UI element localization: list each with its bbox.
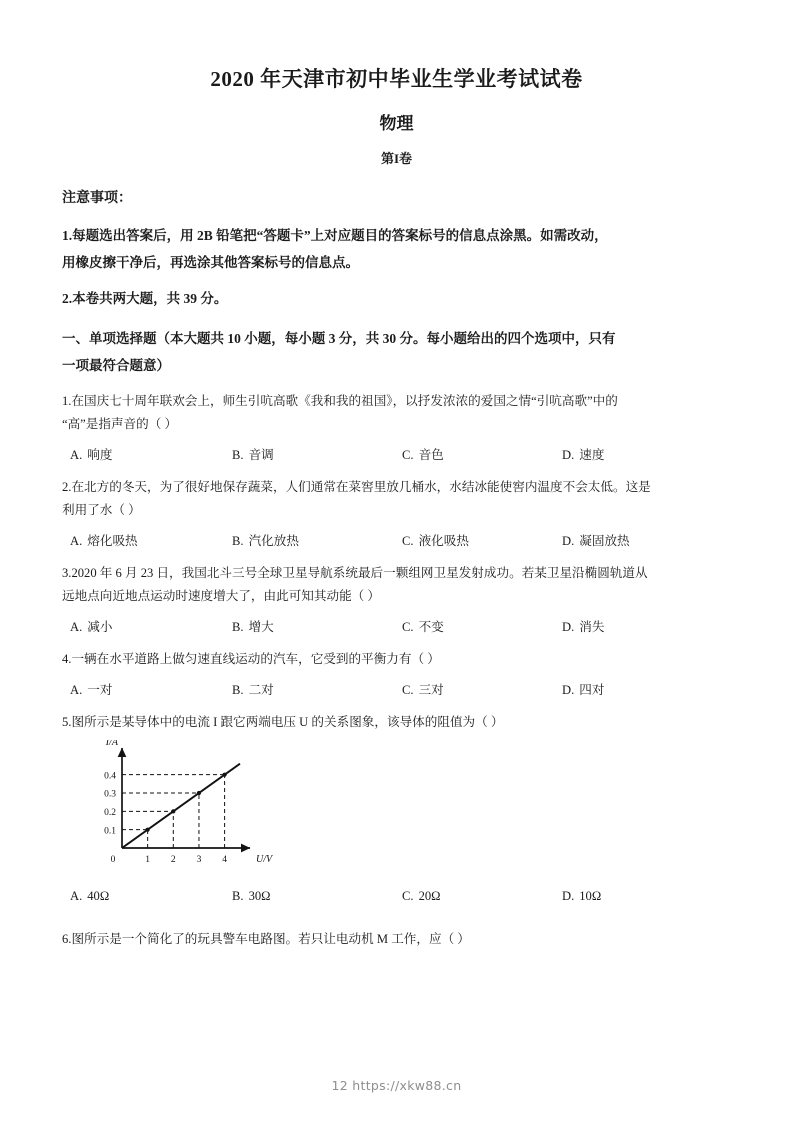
option-letter: B. <box>232 533 244 548</box>
option-letter: D. <box>562 682 575 697</box>
option-letter: B. <box>232 619 244 634</box>
option-text: 不变 <box>418 619 444 634</box>
option-text: 二对 <box>248 682 274 697</box>
option-text: 30Ω <box>248 888 271 903</box>
option-text: 20Ω <box>418 888 441 903</box>
question-2-option-c[interactable] <box>402 531 562 551</box>
option-letter: B. <box>232 888 244 903</box>
question-2-option-b[interactable] <box>232 531 402 551</box>
question-3-option-b[interactable] <box>232 617 402 637</box>
option-text: 音色 <box>418 447 444 462</box>
page-title: 2020 年天津市初中毕业生学业考试试卷 <box>210 67 583 91</box>
question-1-options <box>62 445 731 465</box>
option-text: 消失 <box>579 619 605 634</box>
question-1-option-a[interactable] <box>62 445 232 465</box>
svg-text:1: 1 <box>145 854 151 865</box>
question-4 <box>62 648 731 700</box>
question-6 <box>62 928 731 951</box>
option-text: 三对 <box>418 682 444 697</box>
option-letter: B. <box>232 682 244 697</box>
option-letter: D. <box>562 619 575 634</box>
svg-text:3: 3 <box>196 854 202 865</box>
question-4-stem-line-1: 4.一辆在水平道路上做匀速直线运动的汽车，它受到的平衡力有（ ） <box>62 651 440 666</box>
question-3-option-d[interactable] <box>562 617 712 637</box>
question-2-stem-line-2: 利用了水（ ） <box>62 502 141 517</box>
question-4-option-b[interactable] <box>232 680 402 700</box>
notice-item-1-line-2: 用橡皮擦干净后，再选涂其他答案标号的信息点。 <box>62 254 359 270</box>
option-letter: A. <box>70 888 83 903</box>
question-4-options <box>62 680 731 700</box>
question-3-option-a[interactable] <box>62 617 232 637</box>
option-text: 凝固放热 <box>579 533 630 548</box>
question-3 <box>62 562 731 637</box>
question-1-option-d[interactable] <box>562 445 712 465</box>
question-3-stem-line-1: 3.2020 年 6 月 23 日，我国北斗三号全球卫星导航系统最后一颗组网卫星发射成功。若某卫星沿椭圆轨道从 <box>62 565 648 580</box>
question-2 <box>62 476 731 551</box>
option-letter: A. <box>70 619 83 634</box>
question-2-stem-line-1: 2.在北方的冬天，为了很好地保存蔬菜，人们通常在菜窖里放几桶水，水结冰能使窖内温度不会太低。这是 <box>62 479 651 494</box>
option-letter: B. <box>232 447 244 462</box>
section-heading-line-1: 一、单项选择题（本大题共 10 小题，每小题 3 分，共 30 分。每小题给出的四个选项中，只有 <box>62 331 616 347</box>
question-1-option-b[interactable] <box>232 445 402 465</box>
question-2-option-d[interactable] <box>562 531 712 551</box>
question-4-option-a[interactable] <box>62 680 232 700</box>
option-letter: D. <box>562 533 575 548</box>
option-letter: C. <box>402 682 414 697</box>
question-1-option-c[interactable] <box>402 445 562 465</box>
question-5-option-a[interactable] <box>62 886 232 906</box>
notice-item-1-line-1: 1.每题选出答案后，用 2B 铅笔把“答题卡”上对应题目的答案标号的信息点涂黑。如需改动， <box>62 228 608 244</box>
footer-watermark: 12 https://xkw88.cn <box>331 1078 462 1093</box>
svg-text:U/V: U/V <box>256 853 273 865</box>
option-letter: A. <box>70 447 83 462</box>
question-2-option-a[interactable] <box>62 531 232 551</box>
question-3-stem-line-2: 远地点向近地点运动时速度增大了，由此可知其动能（ ） <box>62 588 380 603</box>
option-text: 四对 <box>579 682 605 697</box>
part-label: 第I卷 <box>380 151 413 167</box>
question-5-option-d[interactable] <box>562 886 712 906</box>
question-5-option-c[interactable] <box>402 886 562 906</box>
question-5-option-b[interactable] <box>232 886 402 906</box>
option-text: 汽化放热 <box>248 533 299 548</box>
svg-text:I/A: I/A <box>105 739 118 748</box>
option-letter: D. <box>562 888 575 903</box>
option-letter: C. <box>402 888 414 903</box>
option-text: 速度 <box>579 447 605 462</box>
svg-text:2: 2 <box>170 854 176 865</box>
option-text: 增大 <box>248 619 274 634</box>
question-1-stem-line-2: “高”是指声音的（ ） <box>62 416 178 431</box>
svg-text:0.2: 0.2 <box>104 807 116 818</box>
question-5-stem-line-1: 5.图所示是某导体中的电流 I 跟它两端电压 U 的关系图象，该导体的阻值为（ ） <box>62 714 504 729</box>
question-3-option-c[interactable] <box>402 617 562 637</box>
option-letter: A. <box>70 682 83 697</box>
option-text: 一对 <box>87 682 113 697</box>
notice-heading: 注意事项： <box>62 191 132 207</box>
current-voltage-graph <box>74 740 274 875</box>
question-5-figure <box>62 740 731 880</box>
option-text: 减小 <box>87 619 113 634</box>
question-1 <box>62 390 731 465</box>
svg-text:0: 0 <box>110 854 116 865</box>
svg-text:0.4: 0.4 <box>104 770 116 781</box>
question-4-option-c[interactable] <box>402 680 562 700</box>
question-2-options <box>62 531 731 551</box>
option-letter: C. <box>402 533 414 548</box>
option-text: 音调 <box>248 447 274 462</box>
option-text: 液化吸热 <box>418 533 469 548</box>
option-letter: C. <box>402 447 414 462</box>
svg-text:0.1: 0.1 <box>104 825 116 836</box>
question-5 <box>62 711 731 906</box>
option-letter: D. <box>562 447 575 462</box>
option-text: 40Ω <box>87 888 110 903</box>
question-1-stem-line-1: 1.在国庆七十周年联欢会上，师生引吭高歌《我和我的祖国》，以抒发浓浓的爱国之情“引吭高歌”中的 <box>62 393 618 408</box>
option-text: 10Ω <box>579 888 602 903</box>
question-6-stem-line-1: 6.图所示是一个简化了的玩具警车电路图。若只让电动机 M 工作，应（ ） <box>62 931 470 946</box>
svg-text:4: 4 <box>222 854 227 865</box>
option-text: 响度 <box>87 447 113 462</box>
option-letter: C. <box>402 619 414 634</box>
question-5-options <box>62 886 731 906</box>
option-letter: A. <box>70 533 83 548</box>
section-heading-line-2: 一项最符合题意） <box>62 357 170 373</box>
svg-text:0.3: 0.3 <box>104 789 116 800</box>
option-text: 熔化吸热 <box>87 533 138 548</box>
notice-block <box>62 168 731 312</box>
question-3-options <box>62 617 731 637</box>
notice-item-2: 2.本卷共两大题，共 39 分。 <box>62 290 228 306</box>
question-4-option-d[interactable] <box>562 680 712 700</box>
subject-title: 物理 <box>379 114 414 134</box>
